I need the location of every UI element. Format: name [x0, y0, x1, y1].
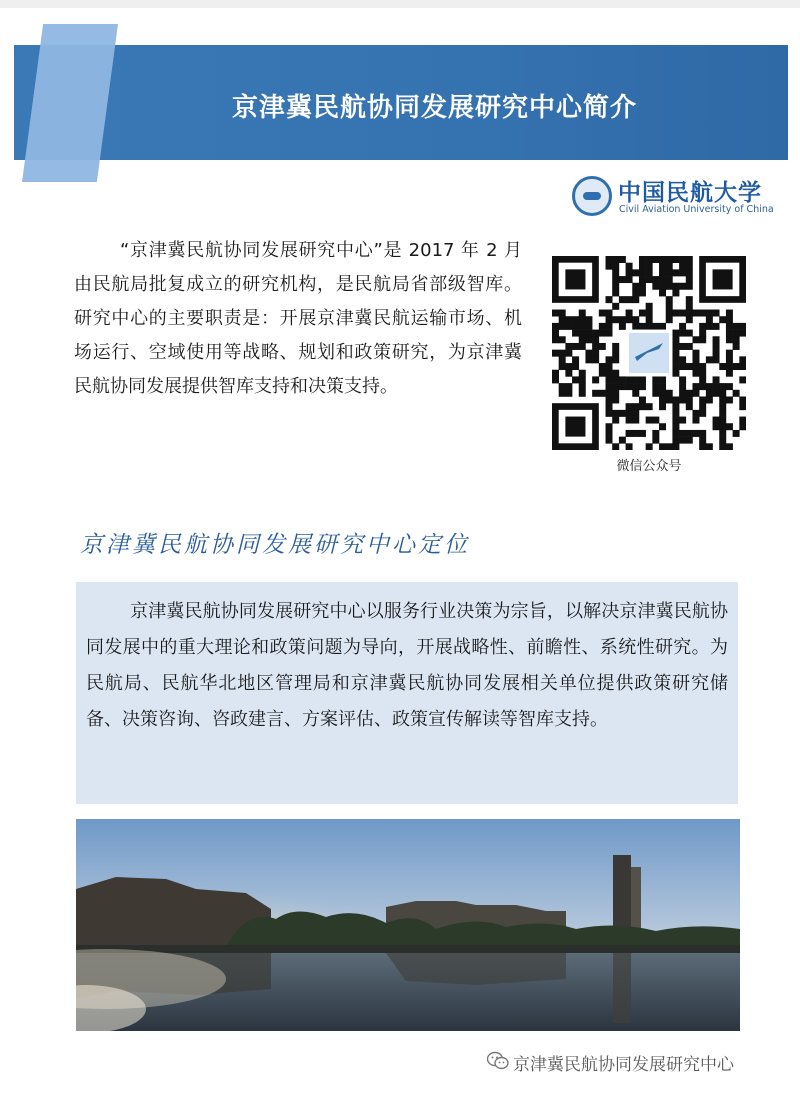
campus-photo — [76, 819, 740, 1031]
intro-paragraph — [74, 234, 522, 404]
page-title: 京津冀民航协同发展研究中心简介 — [232, 93, 638, 123]
wechat-icon — [487, 1051, 509, 1071]
university-logo — [572, 174, 774, 220]
positioning-paragraph — [86, 594, 728, 738]
positioning-text: 京津冀民航协同发展研究中心以服务行业决策为宗旨，以解决京津冀民航协同发展中的重大理论和政策问题为导向，开展战略性、前瞻性、系统性研究。为民航局、民航华北地区管理局和京津冀民航协同发展相关单位提供政策研究储备、决策咨询、咨政建言、方案评估、政策宣传解读等智库支持。 — [86, 601, 728, 730]
watermark-text: 京津冀民航协同发展研究中心 — [513, 1055, 734, 1075]
intro-text: “京津冀民航协同发展研究中心”是 2017 年 2 月由民航局批复成立的研究机构，是民航局省部级智库。研究中心的主要职责是：开展京津冀民航运输市场、机场运行、空域使用等战略、规划和政策研究，为京津冀民航协同发展提供智库支持和决策支持。 — [74, 240, 522, 397]
top-strip — [0, 0, 800, 8]
footer-watermark — [487, 1050, 787, 1074]
logo-chinese-name: 中国民航大学 — [618, 179, 762, 206]
section-title-positioning: 京津冀民航协同发展研究中心定位 — [80, 532, 470, 558]
positioning-box — [76, 582, 738, 804]
qr-code — [552, 256, 746, 450]
university-emblem-icon — [572, 176, 612, 216]
qr-label: 微信公众号 — [616, 459, 682, 474]
logo-english-name: Civil Aviation University of China — [619, 204, 774, 215]
